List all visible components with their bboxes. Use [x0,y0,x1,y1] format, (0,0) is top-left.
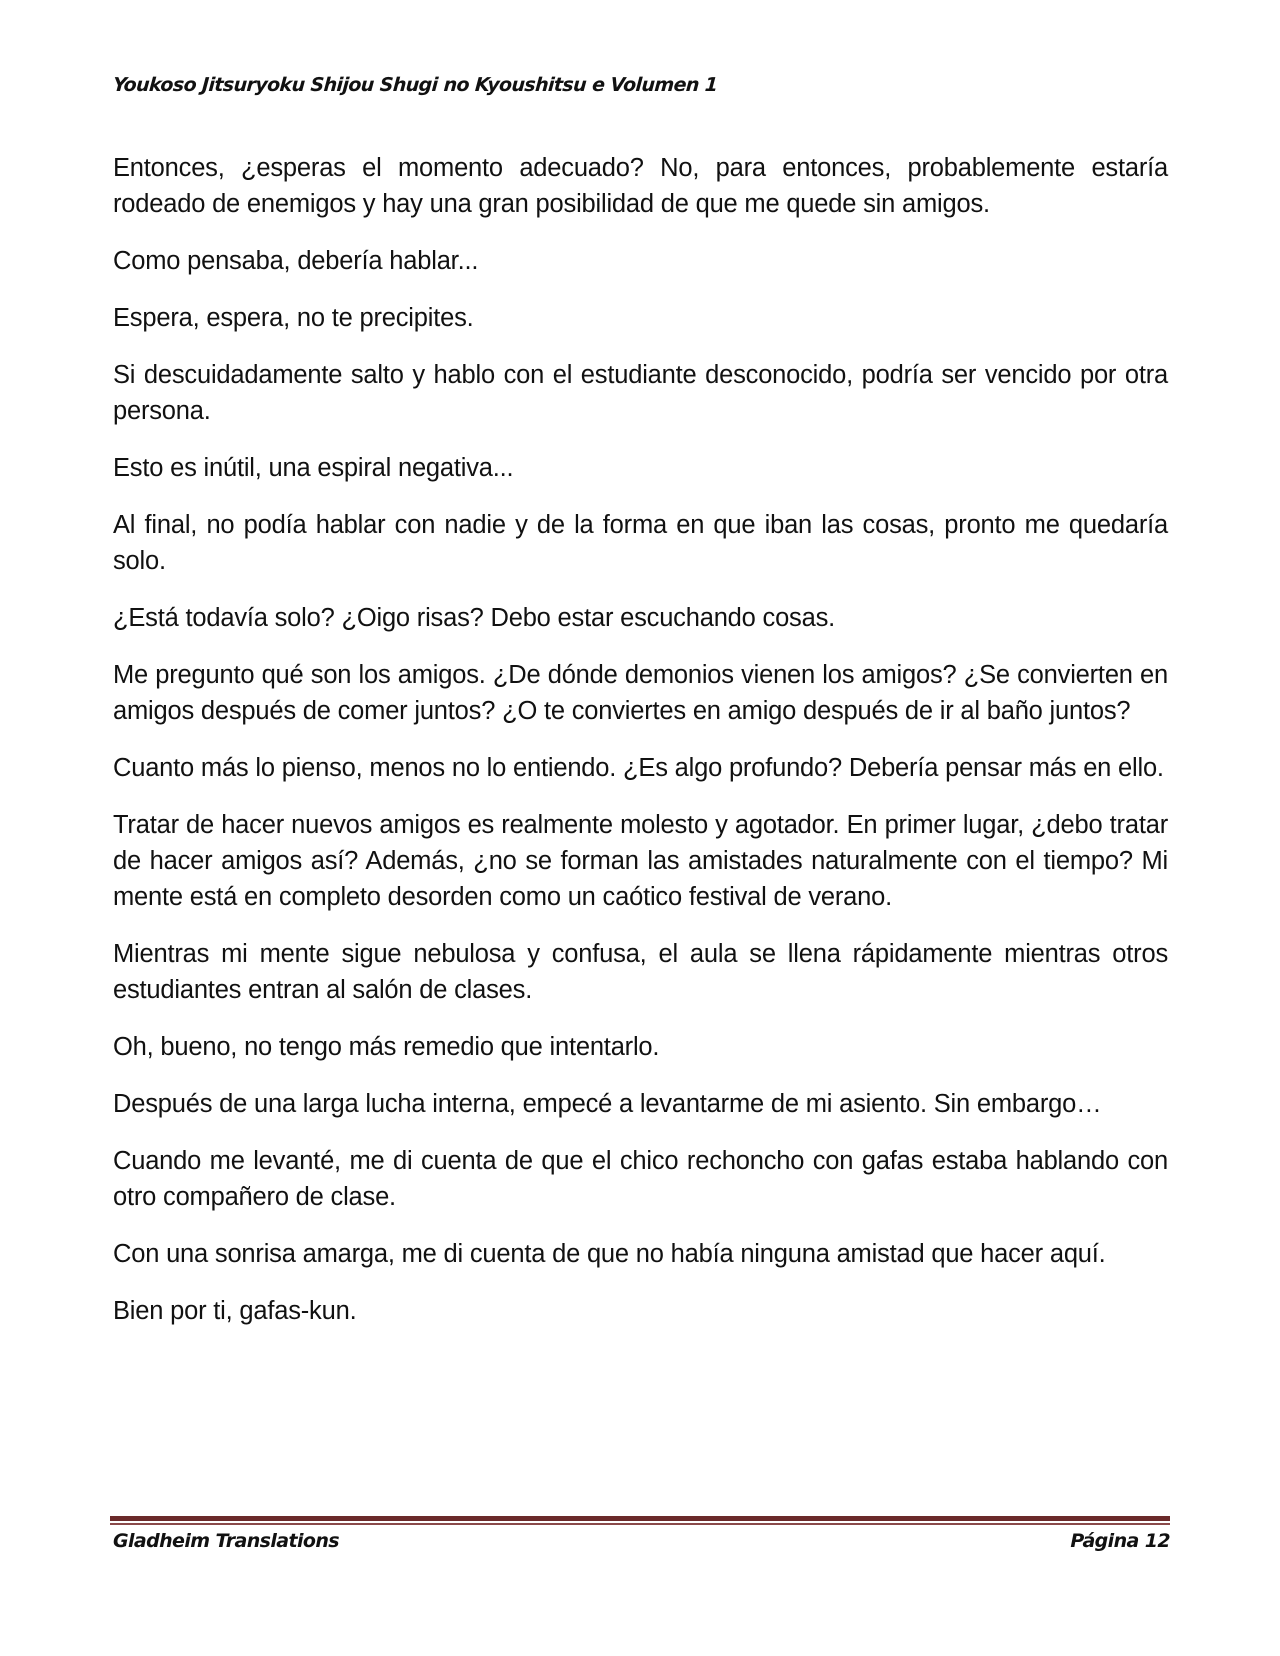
paragraph: Oh, bueno, no tengo más remedio que intentarlo. [113,1033,660,1061]
paragraph: Entonces, ¿esperas el momento adecuado? No, para entonces, probablemente estaría rodeado de enemigos y hay una gran posibilidad de que me quede sin amigos. [113,154,1168,218]
paragraph: Cuando me levanté, me di cuenta de que el chico rechoncho con gafas estaba hablando con otro compañero de clase. [113,1147,1168,1211]
paragraph: Al final, no podía hablar con nadie y de la forma en que iban las cosas, pronto me quedaría solo. [113,511,1168,575]
footer-translator: Gladheim Translations [113,1530,339,1552]
paragraph: Mientras mi mente sigue nebulosa y confusa, el aula se llena rápidamente mientras otros estudiantes entran al salón de clases. [113,940,1168,1004]
footer-page-number: Página 12 [1070,1530,1170,1552]
paragraph: Como pensaba, debería hablar... [113,247,479,275]
paragraph: Me pregunto qué son los amigos. ¿De dónde demonios vienen los amigos? ¿Se convierten en amigos después de comer juntos? ¿O te conviertes en amigo después de ir al baño juntos? [113,661,1168,725]
body-text [113,150,1168,1350]
paragraph: Espera, espera, no te precipites. [113,304,474,332]
paragraph: Bien por ti, gafas-kun. [113,1297,357,1325]
paragraph: Si descuidadamente salto y hablo con el estudiante desconocido, podría ser vencido por otra persona. [113,361,1168,425]
footer-rule [110,1516,1170,1526]
paragraph: Con una sonrisa amarga, me di cuenta de que no había ninguna amistad que hacer aquí. [113,1240,1106,1268]
paragraph: Esto es inútil, una espiral negativa... [113,454,514,482]
page-header-title: Youkoso Jitsuryoku Shijou Shugi no Kyoushitsu e Volumen 1 [112,74,719,96]
paragraph: ¿Está todavía solo? ¿Oigo risas? Debo estar escuchando cosas. [113,604,836,632]
paragraph: Cuanto más lo pienso, menos no lo entiendo. ¿Es algo profundo? Debería pensar más en ello. [113,754,1164,782]
paragraph: Después de una larga lucha interna, empecé a levantarme de mi asiento. Sin embargo… [113,1090,1102,1118]
footer-rule-thin [110,1523,1170,1525]
paragraph: Tratar de hacer nuevos amigos es realmente molesto y agotador. En primer lugar, ¿debo tratar de hacer amigos así? Además, ¿no se forman las amistades naturalmente con el tiempo? Mi mente está en completo desorden como un caótico festival de verano. [113,811,1168,911]
